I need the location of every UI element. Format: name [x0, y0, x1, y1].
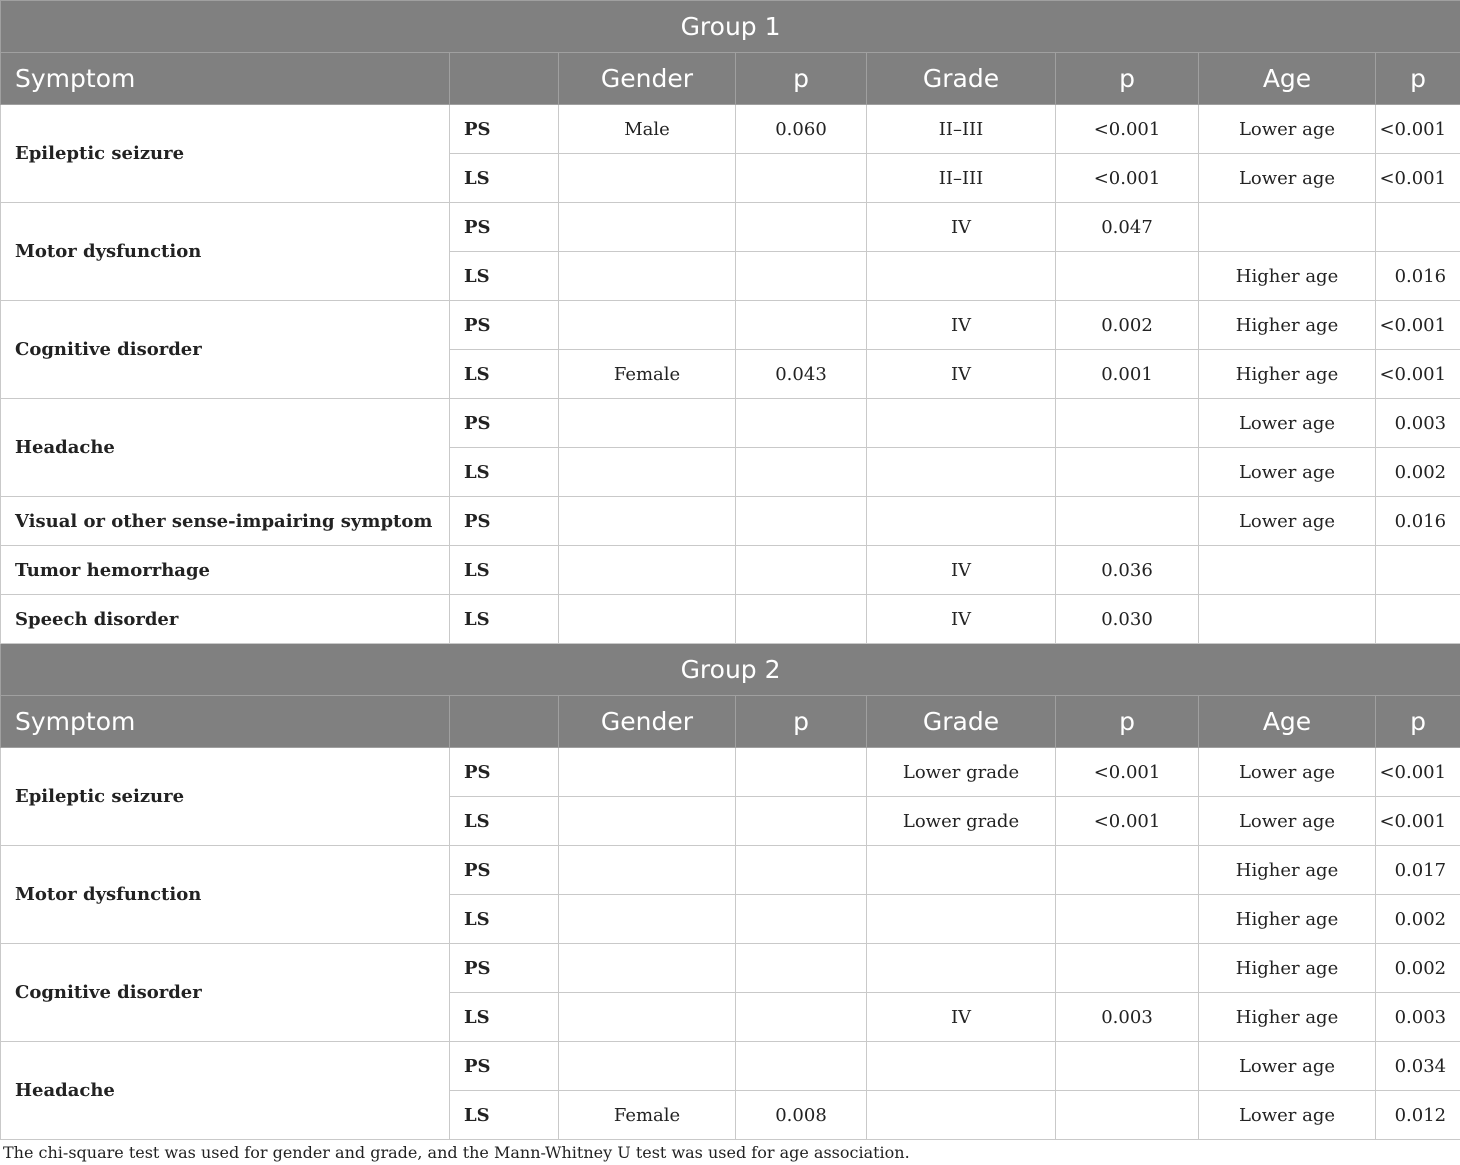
table-footnote: The chi-square test was used for gender and grade, and the Mann-Whitney U test was used for age association.	[3, 1143, 910, 1162]
gender-p-cell	[736, 895, 867, 944]
grade-cell: IV	[867, 350, 1056, 399]
grade-p-cell	[1056, 1042, 1199, 1091]
symptom-type-cell: LS	[450, 252, 559, 301]
grade-cell: Lower grade	[867, 797, 1056, 846]
age-cell: Lower age	[1199, 1091, 1376, 1140]
gender-cell: Male	[559, 105, 736, 154]
age-cell: Higher age	[1199, 252, 1376, 301]
age-cell: Lower age	[1199, 497, 1376, 546]
age-cell: Higher age	[1199, 301, 1376, 350]
group-title: Group 1	[1, 1, 1460, 53]
age-p-cell: 0.016	[1376, 497, 1460, 546]
column-header: p	[1056, 53, 1199, 105]
gender-cell	[559, 497, 736, 546]
age-cell: Lower age	[1199, 154, 1376, 203]
symptom-type-cell: PS	[450, 1042, 559, 1091]
symptom-type-cell: LS	[450, 1091, 559, 1140]
symptom-cell: Speech disorder	[1, 595, 450, 644]
gender-cell	[559, 203, 736, 252]
gender-cell	[559, 154, 736, 203]
gender-p-cell	[736, 546, 867, 595]
grade-p-cell	[1056, 448, 1199, 497]
grade-cell: IV	[867, 993, 1056, 1042]
gender-cell: Female	[559, 1091, 736, 1140]
age-cell: Higher age	[1199, 993, 1376, 1042]
symptom-type-cell: PS	[450, 748, 559, 797]
table-row	[1, 748, 1460, 797]
column-header: p	[1376, 53, 1460, 105]
symptom-type-cell: PS	[450, 105, 559, 154]
gender-p-cell: 0.008	[736, 1091, 867, 1140]
grade-cell: II–III	[867, 105, 1056, 154]
gender-cell	[559, 993, 736, 1042]
gender-cell	[559, 301, 736, 350]
gender-p-cell	[736, 154, 867, 203]
table-row	[1, 203, 1460, 252]
symptom-type-cell: LS	[450, 350, 559, 399]
grade-cell: IV	[867, 203, 1056, 252]
grade-cell	[867, 944, 1056, 993]
gender-cell	[559, 846, 736, 895]
age-p-cell: <0.001	[1376, 301, 1460, 350]
column-header	[450, 53, 559, 105]
grade-cell	[867, 1042, 1056, 1091]
age-p-cell: <0.001	[1376, 350, 1460, 399]
symptom-type-cell: PS	[450, 301, 559, 350]
symptom-cell: Headache	[1, 1042, 450, 1140]
age-p-cell: 0.034	[1376, 1042, 1460, 1091]
age-cell: Higher age	[1199, 895, 1376, 944]
symptom-type-cell: LS	[450, 993, 559, 1042]
group-title-row	[1, 644, 1460, 696]
gender-cell: Female	[559, 350, 736, 399]
grade-p-cell: 0.036	[1056, 546, 1199, 595]
gender-cell	[559, 748, 736, 797]
age-p-cell	[1376, 203, 1460, 252]
grade-p-cell	[1056, 252, 1199, 301]
age-cell: Lower age	[1199, 448, 1376, 497]
header-row	[1, 696, 1460, 748]
gender-cell	[559, 595, 736, 644]
age-p-cell: 0.016	[1376, 252, 1460, 301]
gender-cell	[559, 797, 736, 846]
gender-p-cell	[736, 797, 867, 846]
table-row	[1, 1042, 1460, 1091]
age-p-cell: 0.002	[1376, 448, 1460, 497]
gender-p-cell	[736, 944, 867, 993]
symptom-type-cell: LS	[450, 595, 559, 644]
column-header: Symptom	[1, 53, 450, 105]
symptom-type-cell: PS	[450, 846, 559, 895]
gender-cell	[559, 895, 736, 944]
age-cell: Lower age	[1199, 797, 1376, 846]
grade-cell	[867, 1091, 1056, 1140]
age-p-cell	[1376, 546, 1460, 595]
age-cell: Higher age	[1199, 846, 1376, 895]
symptom-type-cell: PS	[450, 944, 559, 993]
gender-p-cell	[736, 748, 867, 797]
age-cell	[1199, 595, 1376, 644]
age-cell: Lower age	[1199, 105, 1376, 154]
grade-p-cell: <0.001	[1056, 105, 1199, 154]
symptom-cell: Headache	[1, 399, 450, 497]
column-header: Grade	[867, 53, 1056, 105]
gender-p-cell: 0.043	[736, 350, 867, 399]
grade-p-cell: 0.030	[1056, 595, 1199, 644]
age-p-cell: 0.003	[1376, 993, 1460, 1042]
table-row	[1, 546, 1460, 595]
column-header: Gender	[559, 53, 736, 105]
age-p-cell: 0.003	[1376, 399, 1460, 448]
symptom-cell: Cognitive disorder	[1, 301, 450, 399]
gender-cell	[559, 944, 736, 993]
column-header: p	[1056, 696, 1199, 748]
symptom-type-cell: PS	[450, 203, 559, 252]
gender-p-cell	[736, 399, 867, 448]
age-cell: Higher age	[1199, 350, 1376, 399]
column-header: Grade	[867, 696, 1056, 748]
grade-p-cell	[1056, 497, 1199, 546]
symptom-type-cell: PS	[450, 497, 559, 546]
grade-p-cell: 0.001	[1056, 350, 1199, 399]
grade-p-cell: 0.003	[1056, 993, 1199, 1042]
age-p-cell: 0.017	[1376, 846, 1460, 895]
symptom-cell: Tumor hemorrhage	[1, 546, 450, 595]
column-header: Gender	[559, 696, 736, 748]
age-p-cell: <0.001	[1376, 748, 1460, 797]
age-p-cell: <0.001	[1376, 797, 1460, 846]
gender-cell	[559, 448, 736, 497]
symptom-type-cell: LS	[450, 797, 559, 846]
table-row	[1, 595, 1460, 644]
gender-p-cell	[736, 301, 867, 350]
grade-p-cell: <0.001	[1056, 154, 1199, 203]
table-row	[1, 399, 1460, 448]
age-p-cell	[1376, 595, 1460, 644]
grade-p-cell	[1056, 846, 1199, 895]
grade-cell	[867, 252, 1056, 301]
grade-p-cell	[1056, 1091, 1199, 1140]
grade-p-cell: 0.002	[1056, 301, 1199, 350]
gender-p-cell	[736, 993, 867, 1042]
table-body	[1, 1, 1460, 1140]
column-header: Symptom	[1, 696, 450, 748]
table-row	[1, 105, 1460, 154]
grade-cell	[867, 846, 1056, 895]
age-cell: Lower age	[1199, 1042, 1376, 1091]
gender-p-cell	[736, 1042, 867, 1091]
grade-cell	[867, 448, 1056, 497]
gender-p-cell	[736, 497, 867, 546]
column-header: p	[736, 696, 867, 748]
age-p-cell: 0.002	[1376, 944, 1460, 993]
table-row	[1, 846, 1460, 895]
grade-cell: Lower grade	[867, 748, 1056, 797]
age-cell	[1199, 546, 1376, 595]
column-header	[450, 696, 559, 748]
age-cell: Higher age	[1199, 944, 1376, 993]
group-title: Group 2	[1, 644, 1460, 696]
gender-p-cell	[736, 252, 867, 301]
age-cell: Lower age	[1199, 748, 1376, 797]
table-row	[1, 301, 1460, 350]
symptom-cell: Epileptic seizure	[1, 105, 450, 203]
table-row	[1, 944, 1460, 993]
group-title-row	[1, 1, 1460, 53]
header-row	[1, 53, 1460, 105]
age-cell: Lower age	[1199, 399, 1376, 448]
column-header: Age	[1199, 53, 1376, 105]
grade-cell	[867, 895, 1056, 944]
age-p-cell: 0.002	[1376, 895, 1460, 944]
symptom-cell: Visual or other sense-impairing symptom	[1, 497, 450, 546]
gender-cell	[559, 1042, 736, 1091]
symptom-type-cell: LS	[450, 895, 559, 944]
grade-p-cell	[1056, 895, 1199, 944]
grade-p-cell	[1056, 399, 1199, 448]
grade-cell: IV	[867, 301, 1056, 350]
symptom-cell: Epileptic seizure	[1, 748, 450, 846]
age-p-cell: <0.001	[1376, 105, 1460, 154]
grade-cell	[867, 497, 1056, 546]
grade-p-cell	[1056, 944, 1199, 993]
grade-p-cell: <0.001	[1056, 748, 1199, 797]
grade-cell: II–III	[867, 154, 1056, 203]
age-p-cell: <0.001	[1376, 154, 1460, 203]
symptom-cell: Motor dysfunction	[1, 846, 450, 944]
gender-p-cell: 0.060	[736, 105, 867, 154]
gender-p-cell	[736, 448, 867, 497]
table-row	[1, 497, 1460, 546]
gender-cell	[559, 546, 736, 595]
age-p-cell: 0.012	[1376, 1091, 1460, 1140]
symptom-type-cell: PS	[450, 399, 559, 448]
grade-p-cell: <0.001	[1056, 797, 1199, 846]
gender-p-cell	[736, 203, 867, 252]
gender-cell	[559, 399, 736, 448]
symptom-cell: Cognitive disorder	[1, 944, 450, 1042]
column-header: p	[736, 53, 867, 105]
grade-p-cell: 0.047	[1056, 203, 1199, 252]
gender-p-cell	[736, 846, 867, 895]
grade-cell	[867, 399, 1056, 448]
age-cell	[1199, 203, 1376, 252]
grade-cell: IV	[867, 595, 1056, 644]
column-header: Age	[1199, 696, 1376, 748]
gender-cell	[559, 252, 736, 301]
symptom-cell: Motor dysfunction	[1, 203, 450, 301]
column-header: p	[1376, 696, 1460, 748]
grade-cell: IV	[867, 546, 1056, 595]
symptom-type-cell: LS	[450, 546, 559, 595]
symptom-type-cell: LS	[450, 448, 559, 497]
gender-p-cell	[736, 595, 867, 644]
symptom-type-cell: LS	[450, 154, 559, 203]
